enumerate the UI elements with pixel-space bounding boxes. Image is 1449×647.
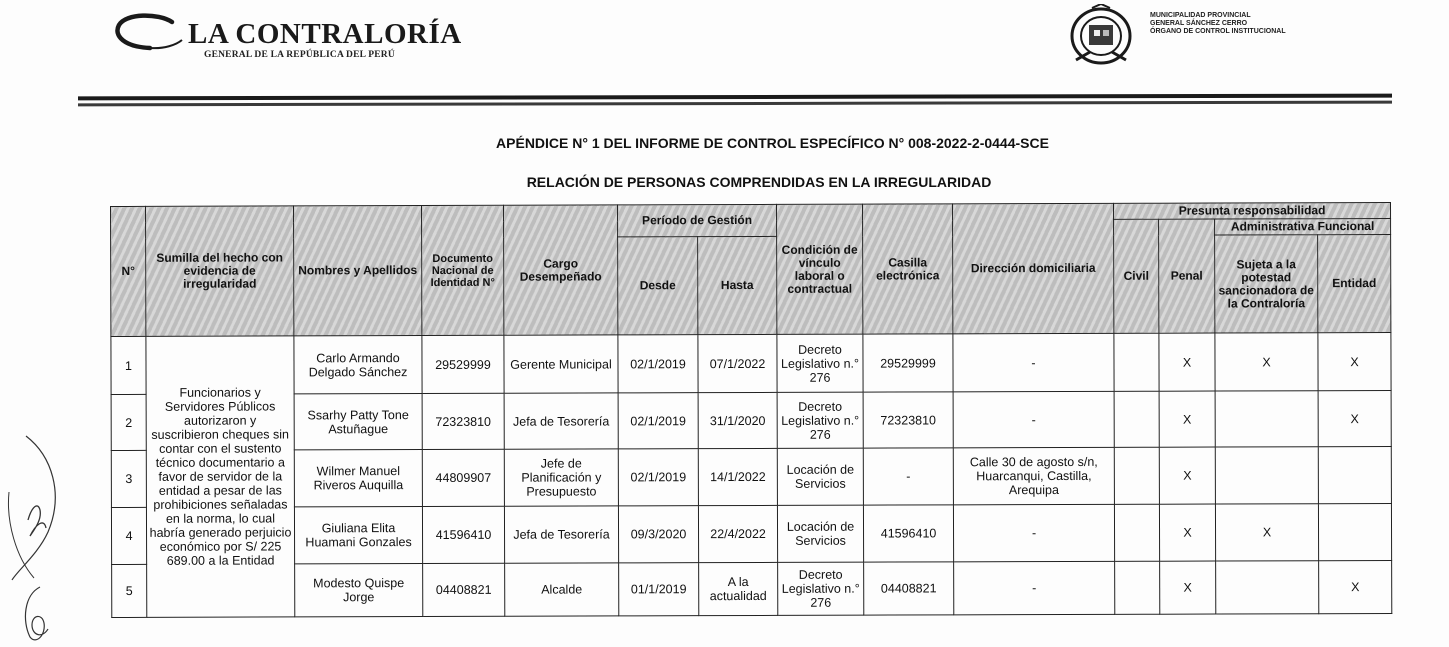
col-header-desde: Desde [618,237,698,335]
cell-sujeta: X [1215,333,1318,391]
initials-mark-icon [18,585,54,647]
col-header-cargo: Cargo Desempeñado [503,205,617,335]
cell-nombre: Giuliana Elita Huamani Gonzales [294,507,422,564]
col-header-presunta: Presunta responsabilidad [1114,202,1391,219]
cell-cargo: Gerente Municipal [504,335,618,393]
cell-nombre: Wilmer Manuel Riveros Auquilla [294,450,422,507]
col-header-casilla: Casilla electrónica [863,204,953,334]
cell-sujeta [1215,447,1318,504]
document-title: APÉNDICE N° 1 DEL INFORME DE CONTROL ESPECÍFICO N° 008-2022-2-0444-SCE [496,135,1049,151]
col-header-num: N° [111,206,146,336]
cell-direccion: - [954,561,1115,615]
cell-direccion: - [953,504,1114,562]
col-header-nombres: Nombres y Apellidos [294,206,422,336]
col-header-sumilla: Sumilla del hecho con evidencia de irregularidad [146,206,294,336]
cell-dni: 72323810 [422,393,504,449]
cell-desde: 02/1/2019 [618,335,698,393]
table-row [111,446,1391,507]
cell-casilla: 29529999 [863,334,953,392]
org-subtitle: GENERAL DE LA REPÚBLICA DEL PERÚ [204,50,395,60]
cell-casilla: 72323810 [863,392,953,448]
table-row [111,503,1391,564]
municipal-seal-icon [1066,4,1136,72]
table-row [111,332,1391,394]
col-header-direccion: Dirección domiciliaria [953,203,1114,334]
cell-hasta: 31/1/2020 [698,392,777,448]
municipal-seal-text [1150,12,1286,36]
cell-condicion: Decreto Legislativo n.° 276 [777,334,863,392]
cell-entidad: X [1318,390,1391,446]
col-header-penal: Penal [1159,219,1215,333]
cell-nombre: Ssarhy Patty Tone Astuñague [294,394,422,450]
cell-desde: 02/1/2019 [618,449,698,506]
cell-nombre: Carlo Armando Delgado Sánchez [294,336,422,394]
cell-penal: X [1159,504,1215,561]
cell-num: 2 [111,394,146,450]
cell-hasta: 22/4/2022 [698,505,777,562]
cell-desde: 02/1/2019 [618,393,698,449]
persons-table [110,202,1392,618]
cell-entidad: X [1319,560,1392,613]
cell-condicion: Locación de Servicios [777,505,863,562]
table-row [111,390,1391,450]
cell-nombre: Modesto Quispe Jorge [295,564,423,617]
cell-civil [1114,447,1159,504]
seal-line: MUNICIPALIDAD PROVINCIAL [1150,12,1251,19]
cell-civil [1114,333,1159,391]
cell-casilla: 04408821 [864,562,954,615]
cell-num: 4 [111,507,146,564]
cell-hasta: A la actualidad [699,562,778,615]
col-header-sujeta: Sujeta a la potestad sancionadora de la Contraloría [1215,235,1318,333]
document-subtitle: RELACIÓN DE PERSONAS COMPRENDIDAS EN LA IRREGULARIDAD [526,174,992,190]
table-row [112,560,1392,617]
seal-line: GENERAL SÁNCHEZ CERRO [1150,20,1248,27]
col-header-civil: Civil [1114,219,1159,333]
contraloria-swoosh-icon [112,12,186,52]
cell-penal: X [1160,561,1216,614]
col-header-entidad: Entidad [1318,234,1391,332]
cell-direccion: - [953,333,1114,392]
cell-cargo: Jefe de Planificación y Presupuesto [504,449,618,506]
cell-condicion: Decreto Legislativo n.° 276 [777,392,863,448]
cell-civil [1115,561,1160,614]
seal-line: ÓRGANO DE CONTROL INSTITUCIONAL [1150,28,1286,35]
cell-dni: 29529999 [422,335,504,393]
header-rule-secondary [78,101,1392,107]
cell-cargo: Jefa de Tesorería [504,393,618,449]
cell-entidad [1318,446,1391,503]
org-name: LA CONTRALORÍA [188,18,462,50]
cell-sujeta [1215,391,1318,447]
cell-sujeta [1216,561,1319,614]
cell-num: 5 [112,564,147,617]
cell-num: 3 [111,450,146,507]
cell-dni: 41596410 [422,506,504,563]
cell-direccion: - [953,391,1114,448]
col-header-condicion: Condición de vínculo laboral o contractual [777,204,863,334]
contraloria-logo [112,10,462,60]
cell-condicion: Locación de Servicios [777,448,863,505]
col-header-hasta: Hasta [698,236,777,334]
cell-dni: 04408821 [423,563,505,616]
cell-cargo: Jefa de Tesorería [504,506,618,563]
signature-mark-icon [6,432,66,582]
cell-condicion: Decreto Legislativo n.° 276 [778,562,864,615]
cell-hasta: 14/1/2022 [698,448,777,505]
col-header-administrativa: Administrativa Funcional [1215,218,1391,235]
cell-num: 1 [111,336,146,394]
cell-desde: 09/3/2020 [618,506,698,563]
cell-direccion: Calle 30 de agosto s/n, Huarcanqui, Castilla, Arequipa [953,447,1114,505]
cell-dni: 44809907 [422,449,504,506]
cell-penal: X [1159,333,1215,391]
cell-cargo: Alcalde [505,563,619,616]
cell-casilla: - [863,448,953,505]
cell-entidad [1318,503,1391,560]
cell-entidad: X [1318,332,1391,390]
cell-civil [1114,391,1159,447]
col-header-periodo: Período de Gestión [617,204,776,236]
cell-civil [1114,504,1159,561]
cell-sumilla: Funcionarios y Servidores Públicos autorizaron y suscribieron cheques sin contar con el sustento técnico documentario a favor de servidor de la entidad a pesar de las prohibiciones señaladas en la norma, lo cual habría generado perjuicio económico por S/ 225 689.00 a la Entidad [146,336,295,617]
cell-sujeta: X [1215,504,1318,561]
header-rule [78,94,1392,101]
col-header-dni: Documento Nacional de Identidad N° [422,205,504,335]
cell-penal: X [1159,391,1215,447]
cell-hasta: 07/1/2022 [698,334,777,392]
cell-casilla: 41596410 [863,505,953,562]
cell-penal: X [1159,447,1215,504]
cell-desde: 01/1/2019 [619,563,699,616]
